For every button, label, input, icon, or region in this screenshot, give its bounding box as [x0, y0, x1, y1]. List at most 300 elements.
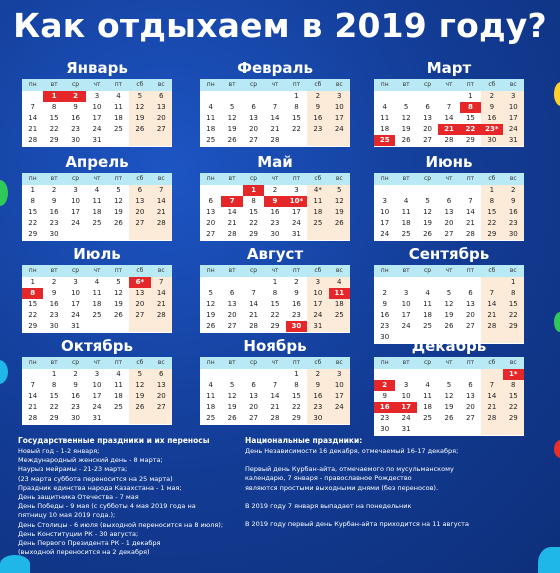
day-cell: 9 [294, 289, 299, 297]
day-cell: 12 [113, 197, 123, 205]
month-calendar [374, 58, 524, 147]
day-cell [438, 369, 459, 380]
day-cell: 24 [71, 219, 81, 227]
day-cell: 10 [92, 103, 102, 111]
day-cell: 22 [481, 218, 502, 229]
day-cell: 20 [444, 219, 454, 227]
weekday-label: чт [271, 175, 279, 182]
day-cell: 7 [272, 103, 278, 111]
day-cell: 20 [151, 113, 172, 124]
day-cell: 10 [401, 300, 411, 308]
weekday-label: вс [335, 267, 343, 274]
day-cell: 5 [329, 185, 350, 196]
day-cell: 9 [51, 289, 57, 297]
day-cell: 25 [401, 230, 411, 238]
day-cell: 20 [465, 403, 475, 411]
day-cell: 21 [151, 207, 172, 218]
day-cell: 20 [151, 391, 172, 402]
day-cell: 3 [403, 381, 409, 389]
weekday-label: вт [402, 175, 410, 182]
day-cell: 23 [49, 311, 59, 319]
day-cell: 13 [423, 114, 433, 122]
day-cell: 9 [307, 380, 328, 391]
day-cell [481, 277, 502, 288]
weekday-header [374, 79, 524, 91]
day-cell: 21 [151, 299, 172, 310]
day-cell [417, 369, 438, 380]
day-cell: 3 [329, 91, 350, 102]
day-cell: 20 [206, 219, 216, 227]
weekday-label: ср [250, 267, 258, 274]
day-cell: 3 [73, 278, 78, 286]
day-cell: 8 [30, 197, 35, 205]
day-cell: 7 [481, 380, 502, 391]
day-cell: 5 [446, 381, 452, 389]
day-cell: 31 [503, 135, 524, 146]
weekday-label: пн [380, 267, 389, 274]
weekday-label: сб [314, 81, 322, 88]
weekday-label: ср [72, 267, 80, 274]
weekday-label: вс [335, 81, 343, 88]
weekday-label: чт [93, 81, 101, 88]
weekday-label: пн [380, 175, 389, 182]
day-cell: 18 [380, 125, 390, 133]
weekday-header [22, 357, 172, 369]
weekday-label: пн [380, 81, 389, 88]
note-line: (23 марта суббота переносится на 25 марта) [18, 474, 173, 483]
note-line [245, 511, 545, 520]
day-cell [460, 369, 481, 380]
day-cell: 21 [227, 219, 237, 227]
day-cell: 31 [307, 321, 328, 332]
day-cell: 13 [151, 102, 172, 113]
day-cell: 4 [208, 103, 213, 111]
day-cell: 16 [71, 114, 81, 122]
day-cell: 18 [92, 208, 102, 216]
day-cell: 18 [423, 403, 433, 411]
day-cell: 28 [151, 310, 172, 321]
weekday-label: пт [114, 359, 123, 366]
day-cell: 22 [28, 219, 38, 227]
weekday-label: вс [157, 81, 165, 88]
note-line: Первый день Курбан-айта, отмечаемого по мусульманскому [245, 465, 454, 474]
day-cell: 28 [465, 230, 475, 238]
day-cell: 18 [113, 114, 123, 122]
weekday-label: сб [488, 81, 496, 88]
day-cell: 26 [113, 311, 123, 319]
day-cell: 6 [468, 381, 473, 389]
day-cell: 24 [92, 125, 102, 133]
day-cell: 4 [403, 197, 409, 205]
day-cell: 31 [92, 414, 102, 422]
day-cell [108, 135, 129, 146]
day-cell: 8 [51, 381, 57, 389]
day-cell: 24 [291, 219, 301, 227]
day-cell: 19 [444, 311, 454, 319]
day-cell [329, 413, 350, 424]
day-cell: 7 [30, 103, 35, 111]
state-holidays-notes [18, 436, 253, 557]
day-cell: 17 [503, 113, 524, 124]
weekday-label: пт [466, 81, 475, 88]
day-cell: 11 [92, 289, 102, 297]
day-cell [438, 91, 459, 102]
day-cell: 18 [113, 392, 123, 400]
day-cell: 10 [380, 208, 390, 216]
day-cell: 2 [307, 91, 328, 102]
day-cell: 10 [329, 102, 350, 113]
day-cell: 31 [71, 322, 81, 330]
month-table [374, 265, 524, 344]
day-cell: 9 [503, 196, 524, 207]
day-cell: 29 [481, 229, 502, 240]
day-cell: 26 [129, 402, 150, 413]
day-cell: 29 [503, 413, 524, 424]
decor-blob [538, 547, 560, 573]
day-cell: 27 [129, 218, 150, 229]
day-cell: 6 [229, 289, 235, 297]
weekday-label: пт [466, 359, 475, 366]
note-line [245, 493, 545, 502]
day-cell [395, 277, 416, 288]
day-cell: 28 [270, 414, 280, 422]
weekday-label: пт [114, 267, 123, 274]
day-cell: 9 [73, 103, 78, 111]
day-cell: 17 [329, 391, 350, 402]
weekday-label: ср [424, 175, 432, 182]
day-cell [438, 277, 459, 288]
day-cell: 20 [249, 125, 259, 133]
day-cell [460, 277, 481, 288]
day-cell: 24 [401, 414, 411, 422]
day-cell: 16 [49, 300, 59, 308]
decor-blob [0, 555, 30, 573]
day-cell: 30 [503, 229, 524, 240]
day-cell: 18 [401, 219, 411, 227]
note-line: Новый год - 1-2 января; [18, 447, 100, 455]
note-line: Международный женский день - 8 марта; [18, 456, 163, 465]
day-cell: 26 [113, 219, 123, 227]
day-cell: 5 [446, 289, 452, 297]
weekday-label: сб [314, 359, 322, 366]
day-cell: 4 [116, 92, 121, 100]
day-cell [200, 369, 221, 380]
day-cell: 23 [49, 219, 59, 227]
day-cell [374, 369, 395, 380]
day-cell: 5 [229, 103, 235, 111]
day-cell: 22 [503, 402, 524, 413]
day-cell: 2 [73, 370, 78, 378]
day-cell: 16 [307, 391, 328, 402]
weekday-label: чт [445, 81, 453, 88]
day-cell: 1 [468, 92, 473, 100]
day-cell: 24 [380, 230, 390, 238]
day-cell: 19 [423, 219, 433, 227]
weekday-label: вт [50, 359, 58, 366]
note-line: День Победы - 9 мая (с субботы 4 мая 2019 года на [18, 502, 196, 511]
day-cell [460, 424, 481, 435]
day-cell: 17 [92, 114, 102, 122]
weekday-label: вт [228, 267, 236, 274]
day-cell: 20 [227, 311, 237, 319]
day-cell: 28 [151, 218, 172, 229]
weekday-label: пн [28, 175, 37, 182]
day-cell: 6 [208, 197, 213, 205]
day-cell: 27 [249, 136, 259, 144]
day-cell: 1 [294, 92, 299, 100]
day-cell: 10 [401, 392, 411, 400]
day-cell: 24 [503, 124, 524, 135]
day-cell [200, 91, 221, 102]
weekday-label: вс [335, 175, 343, 182]
day-cell: 13 [129, 288, 150, 299]
day-cell: 7 [221, 196, 242, 207]
day-cell: 16 [307, 113, 328, 124]
weekday-label: пн [380, 359, 389, 366]
day-cell: 3 [329, 369, 350, 380]
day-cell: 26 [444, 322, 454, 330]
day-cell: 20 [465, 311, 475, 319]
weekday-label: вт [228, 359, 236, 366]
weekday-header [200, 357, 350, 369]
day-cell: 12 [444, 392, 454, 400]
day-cell: 1 [272, 278, 278, 286]
day-cell: 23 [380, 322, 390, 330]
day-cell: 8 [294, 381, 299, 389]
weekday-label: чт [445, 267, 453, 274]
day-cell: 27 [249, 414, 259, 422]
day-cell [129, 229, 150, 240]
day-cell: 20 [423, 125, 433, 133]
weekday-label: сб [136, 81, 144, 88]
day-cell: 30 [71, 136, 81, 144]
day-cell: 1 [30, 278, 35, 286]
weekday-label: сб [136, 175, 144, 182]
weekday-label: пт [114, 81, 123, 88]
day-cell: 29 [49, 414, 59, 422]
day-cell: 8 [272, 289, 278, 297]
day-cell: 18 [92, 300, 102, 308]
day-cell: 27 [465, 322, 475, 330]
day-cell: 23 [71, 403, 81, 411]
weekday-label: вс [509, 359, 517, 366]
month-calendar [374, 152, 524, 241]
month-table [200, 357, 350, 425]
day-cell: 10 [71, 197, 81, 205]
day-cell [329, 321, 350, 332]
day-cell: 23 [71, 125, 81, 133]
day-cell: 7 [151, 185, 172, 196]
weekday-label: вс [335, 359, 343, 366]
month-calendar [22, 152, 172, 241]
weekday-label: пн [28, 267, 37, 274]
weekday-label: чт [445, 359, 453, 366]
day-cell: 30 [380, 425, 390, 433]
month-calendar [22, 58, 172, 147]
days-grid [22, 369, 172, 424]
day-cell: 3 [94, 370, 100, 378]
day-cell: 22 [291, 403, 301, 411]
day-cell: 26 [129, 124, 150, 135]
day-cell: 12 [206, 300, 216, 308]
day-cell: 17 [291, 208, 301, 216]
day-cell: 2 [294, 278, 299, 286]
day-cell: 30 [481, 135, 502, 146]
day-cell: 15 [270, 300, 280, 308]
day-cell: 30 [380, 333, 390, 341]
day-cell: 10 [71, 289, 81, 297]
day-cell: 24 [329, 402, 350, 413]
day-cell: 25 [206, 136, 216, 144]
day-cell: 25 [113, 403, 123, 411]
weekday-label: ср [424, 359, 432, 366]
national-holidays-heading: Национальные праздники: [245, 436, 363, 445]
note-line: пятницу 10 мая 2019 года.); [18, 511, 116, 520]
day-cell: 22 [49, 403, 59, 411]
day-cell: 13 [151, 380, 172, 391]
weekday-label: пт [114, 175, 123, 182]
day-cell: 11 [206, 392, 216, 400]
day-cell: 13 [465, 300, 475, 308]
day-cell: 7 [468, 197, 473, 205]
day-cell: 4 [94, 186, 100, 194]
weekday-label: пт [292, 359, 301, 366]
day-cell [417, 277, 438, 288]
weekday-label: вт [402, 267, 410, 274]
day-cell: 4 [116, 370, 121, 378]
day-cell: 27 [151, 124, 172, 135]
weekday-label: пт [292, 175, 301, 182]
day-cell: 13 [249, 114, 259, 122]
day-cell: 23 [380, 414, 390, 422]
weekday-label: пн [206, 267, 215, 274]
day-cell: 9 [382, 392, 387, 400]
month-table [22, 173, 172, 241]
day-cell: 21 [465, 219, 475, 227]
day-cell: 1 [51, 370, 57, 378]
weekday-header [200, 265, 350, 277]
day-cell: 13 [465, 392, 475, 400]
day-cell [65, 229, 86, 240]
day-cell: 18 [329, 299, 350, 310]
day-cell: 30 [49, 322, 59, 330]
weekday-label: вт [402, 81, 410, 88]
note-line: День Столицы - 6 июля (выходной переносится на 8 июля); [18, 520, 224, 529]
day-cell: 11 [423, 392, 433, 400]
weekday-label: вт [50, 175, 58, 182]
day-cell: 11 [92, 197, 102, 205]
day-cell [374, 91, 395, 102]
day-cell: 16 [380, 311, 390, 319]
day-cell: 11 [113, 103, 123, 111]
days-grid [22, 185, 172, 240]
day-cell [129, 413, 150, 424]
weekday-header [22, 79, 172, 91]
weekday-label: пн [206, 359, 215, 366]
day-cell: 19 [227, 403, 237, 411]
weekday-label: вс [157, 267, 165, 274]
day-cell [221, 277, 242, 288]
month-name: Январь [66, 59, 128, 77]
day-cell: 27 [129, 310, 150, 321]
day-cell [221, 185, 242, 196]
month-calendar [374, 244, 524, 344]
day-cell: 14 [481, 299, 502, 310]
day-cell: 8 [503, 380, 524, 391]
weekday-label: вт [50, 267, 58, 274]
weekday-label: ср [424, 81, 432, 88]
day-cell: 31 [401, 425, 411, 433]
day-cell: 25 [423, 322, 433, 330]
day-cell: 23 [307, 402, 328, 413]
day-cell: 4* [307, 185, 328, 196]
note-line: Праздник единства народа Казахстана - 1 мая; [18, 483, 182, 492]
day-cell: 18 [206, 403, 216, 411]
day-cell: 21 [249, 311, 259, 319]
month-table [374, 357, 524, 436]
day-cell: 23 [270, 219, 280, 227]
day-cell: 14 [227, 208, 237, 216]
day-cell: 23 [307, 124, 328, 135]
day-cell: 14 [270, 392, 280, 400]
day-cell: 30 [71, 414, 81, 422]
day-cell: 15 [291, 114, 301, 122]
day-cell: 2 [272, 186, 278, 194]
day-cell: 2 [51, 278, 57, 286]
day-cell: 5 [116, 186, 121, 194]
day-cell: 29 [28, 230, 38, 238]
days-grid [374, 91, 524, 146]
day-cell: 4 [94, 278, 100, 286]
weekday-label: чт [445, 175, 453, 182]
month-calendar [374, 336, 524, 436]
day-cell: 17 [71, 300, 81, 308]
month-table [200, 79, 350, 147]
day-cell: 1 [481, 185, 502, 196]
day-cell: 11 [307, 196, 328, 207]
day-cell: 20 [129, 207, 150, 218]
month-name: Август [246, 245, 304, 263]
day-cell: 26 [227, 414, 237, 422]
day-cell: 27 [444, 230, 454, 238]
day-cell [438, 185, 459, 196]
weekday-label: пн [28, 359, 37, 366]
day-cell: 8 [294, 103, 299, 111]
day-cell [22, 369, 43, 380]
decor-blob [554, 312, 560, 332]
day-cell: 28 [227, 230, 237, 238]
day-cell: 2 [65, 91, 86, 102]
day-cell: 16 [481, 113, 502, 124]
day-cell: 14 [151, 196, 172, 207]
day-cell: 25 [374, 135, 395, 146]
note-line: День Независимости 16 декабря, отмечаемый 16-17 декабря; [245, 447, 459, 455]
days-grid [200, 369, 350, 424]
day-cell: 7 [481, 288, 502, 299]
day-cell: 9 [481, 102, 502, 113]
note-line: День Конституции РК - 30 августа; [18, 529, 139, 538]
weekday-label: вт [228, 81, 236, 88]
day-cell: 5 [425, 197, 430, 205]
day-cell: 8 [251, 197, 256, 205]
day-cell: 19 [444, 403, 454, 411]
day-cell [151, 229, 172, 240]
weekday-label: вт [402, 359, 410, 366]
weekday-label: чт [271, 267, 279, 274]
day-cell: 20 [249, 403, 259, 411]
day-cell: 25 [307, 218, 328, 229]
day-cell: 6 [151, 369, 172, 380]
